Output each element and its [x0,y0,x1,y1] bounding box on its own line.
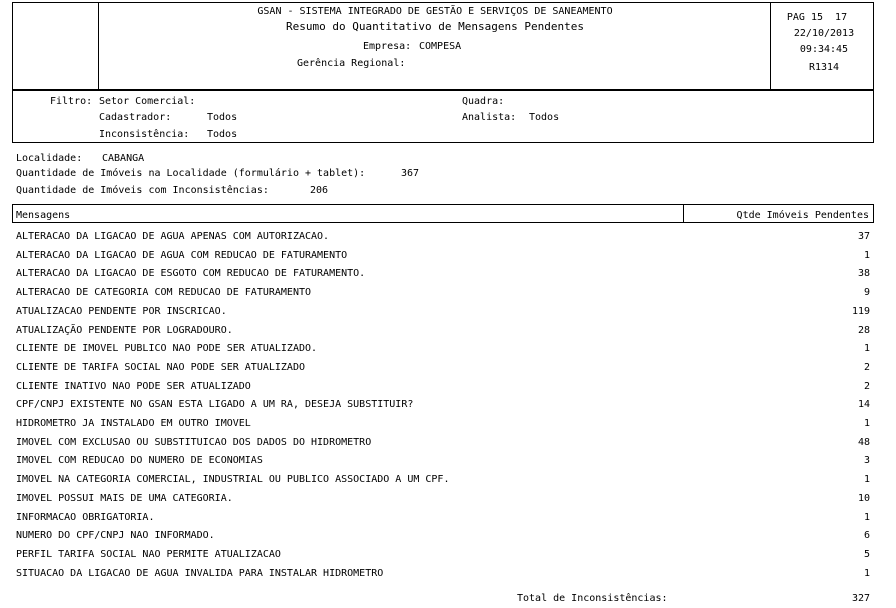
message-text: ALTERACAO DA LIGACAO DE AGUA APENAS COM AUTORIZACAO. [16,231,330,242]
message-text: HIDROMETRO JA INSTALADO EM OUTRO IMOVEL [16,418,251,429]
pending-count: 1 [863,418,870,429]
table-row [16,549,870,567]
table-row [16,381,870,399]
analista-value: Todos [529,112,560,123]
message-text: ALTERACAO DA LIGACAO DE AGUA COM REDUCAO DE FATURAMENTO [16,250,348,261]
table-row [16,250,870,268]
message-text: ALTERACAO DA LIGACAO DE ESGOTO COM REDUCAO DE FATURAMENTO. [16,268,366,279]
empresa-value: COMPESA [419,41,462,52]
setor-label: Setor Comercial: [99,96,196,107]
total-value: 327 [851,593,870,604]
message-text: NUMERO DO CPF/CNPJ NAO INFORMADO. [16,530,215,541]
table-header-divider [683,204,684,223]
cadastrador-label: Cadastrador: [99,112,172,123]
pending-count: 119 [851,306,870,317]
message-text: SITUACAO DA LIGACAO DE AGUA INVALIDA PARA INSTALAR HIDROMETRO [16,568,384,579]
pending-count: 1 [863,474,870,485]
table-row [16,418,870,436]
pending-count: 10 [857,493,870,504]
message-text: ATUALIZAÇÃO PENDENTE POR LOGRADOURO. [16,325,233,336]
inconsistencias-value: 206 [310,185,329,196]
quadra-label: Quadra: [462,96,505,107]
table-row [16,268,870,286]
imoveis-value: 367 [401,168,420,179]
message-text: ALTERACAO DE CATEGORIA COM REDUCAO DE FATURAMENTO [16,287,312,298]
empresa-label: Empresa: [363,41,412,52]
pending-count: 1 [863,250,870,261]
system-name: GSAN - SISTEMA INTEGRADO DE GESTÃO E SERVIÇOS DE SANEAMENTO [257,6,613,17]
pending-count: 3 [863,455,870,466]
message-text: INFORMACAO OBRIGATORIA. [16,512,155,523]
message-text: ATUALIZACAO PENDENTE POR INSCRICAO. [16,306,227,317]
pending-count: 1 [863,568,870,579]
message-text: PERFIL TARIFA SOCIAL NAO PERMITE ATUALIZACAO [16,549,281,560]
message-text: IMOVEL COM REDUCAO DO NUMERO DE ECONOMIAS [16,455,263,466]
message-text: CLIENTE DE TARIFA SOCIAL NAO PODE SER ATUALIZADO [16,362,305,373]
table-row [16,306,870,324]
filter-label: Filtro: [50,96,93,107]
pending-count: 1 [863,512,870,523]
pending-count: 5 [863,549,870,560]
col-mensagens-header: Mensagens [16,210,71,221]
table-row [16,287,870,305]
pending-count: 14 [857,399,870,410]
inconsistencia-label: Inconsistência: [99,129,190,140]
table-row [16,399,870,417]
report-date: 22/10/2013 [793,28,855,39]
table-row [16,437,870,455]
pending-count: 1 [863,343,870,354]
analista-label: Analista: [462,112,517,123]
table-row [16,512,870,530]
table-row [16,493,870,511]
report-code: R1314 [808,62,840,73]
page-number: PAG 15 17 [786,12,848,23]
pending-count: 28 [857,325,870,336]
localidade-value: CABANGA [102,153,145,164]
table-row [16,325,870,343]
inconsistencia-value: Todos [207,129,238,140]
message-text: IMOVEL NA CATEGORIA COMERCIAL, INDUSTRIAL OU PUBLICO ASSOCIADO A UM CPF. [16,474,450,485]
table-row [16,343,870,361]
report-title: Resumo do Quantitativo de Mensagens Pendentes [285,20,584,33]
message-text: CPF/CNPJ EXISTENTE NO GSAN ESTA LIGADO A UM RA, DESEJA SUBSTITUIR? [16,399,414,410]
header-divider-left [98,2,99,90]
pending-count: 6 [863,530,870,541]
pending-count: 38 [857,268,870,279]
localidade-label: Localidade: [16,153,83,164]
pending-count: 2 [863,381,870,392]
imoveis-label: Quantidade de Imóveis na Localidade (formulário + tablet): [16,168,366,179]
cadastrador-value: Todos [207,112,238,123]
header-divider-right [770,2,771,90]
table-row [16,231,870,249]
pending-count: 37 [857,231,870,242]
table-row [16,530,870,548]
message-text: IMOVEL COM EXCLUSAO OU SUBSTITUICAO DOS DADOS DO HIDROMETRO [16,437,372,448]
pending-count: 48 [857,437,870,448]
report-time: 09:34:45 [799,44,849,55]
table-row [16,362,870,380]
table-row [16,568,870,586]
gerencia-label: Gerência Regional: [297,58,406,69]
message-text: CLIENTE DE IMOVEL PUBLICO NAO PODE SER ATUALIZADO. [16,343,318,354]
pending-count: 2 [863,362,870,373]
total-label: Total de Inconsistências: [517,593,668,604]
table-row [16,455,870,473]
message-text: IMOVEL POSSUI MAIS DE UMA CATEGORIA. [16,493,233,504]
message-text: CLIENTE INATIVO NAO PODE SER ATUALIZADO [16,381,251,392]
inconsistencias-label: Quantidade de Imóveis com Inconsistências: [16,185,269,196]
pending-count: 9 [863,287,870,298]
col-qtde-header: Qtde Imóveis Pendentes [736,210,869,221]
table-row [16,474,870,492]
